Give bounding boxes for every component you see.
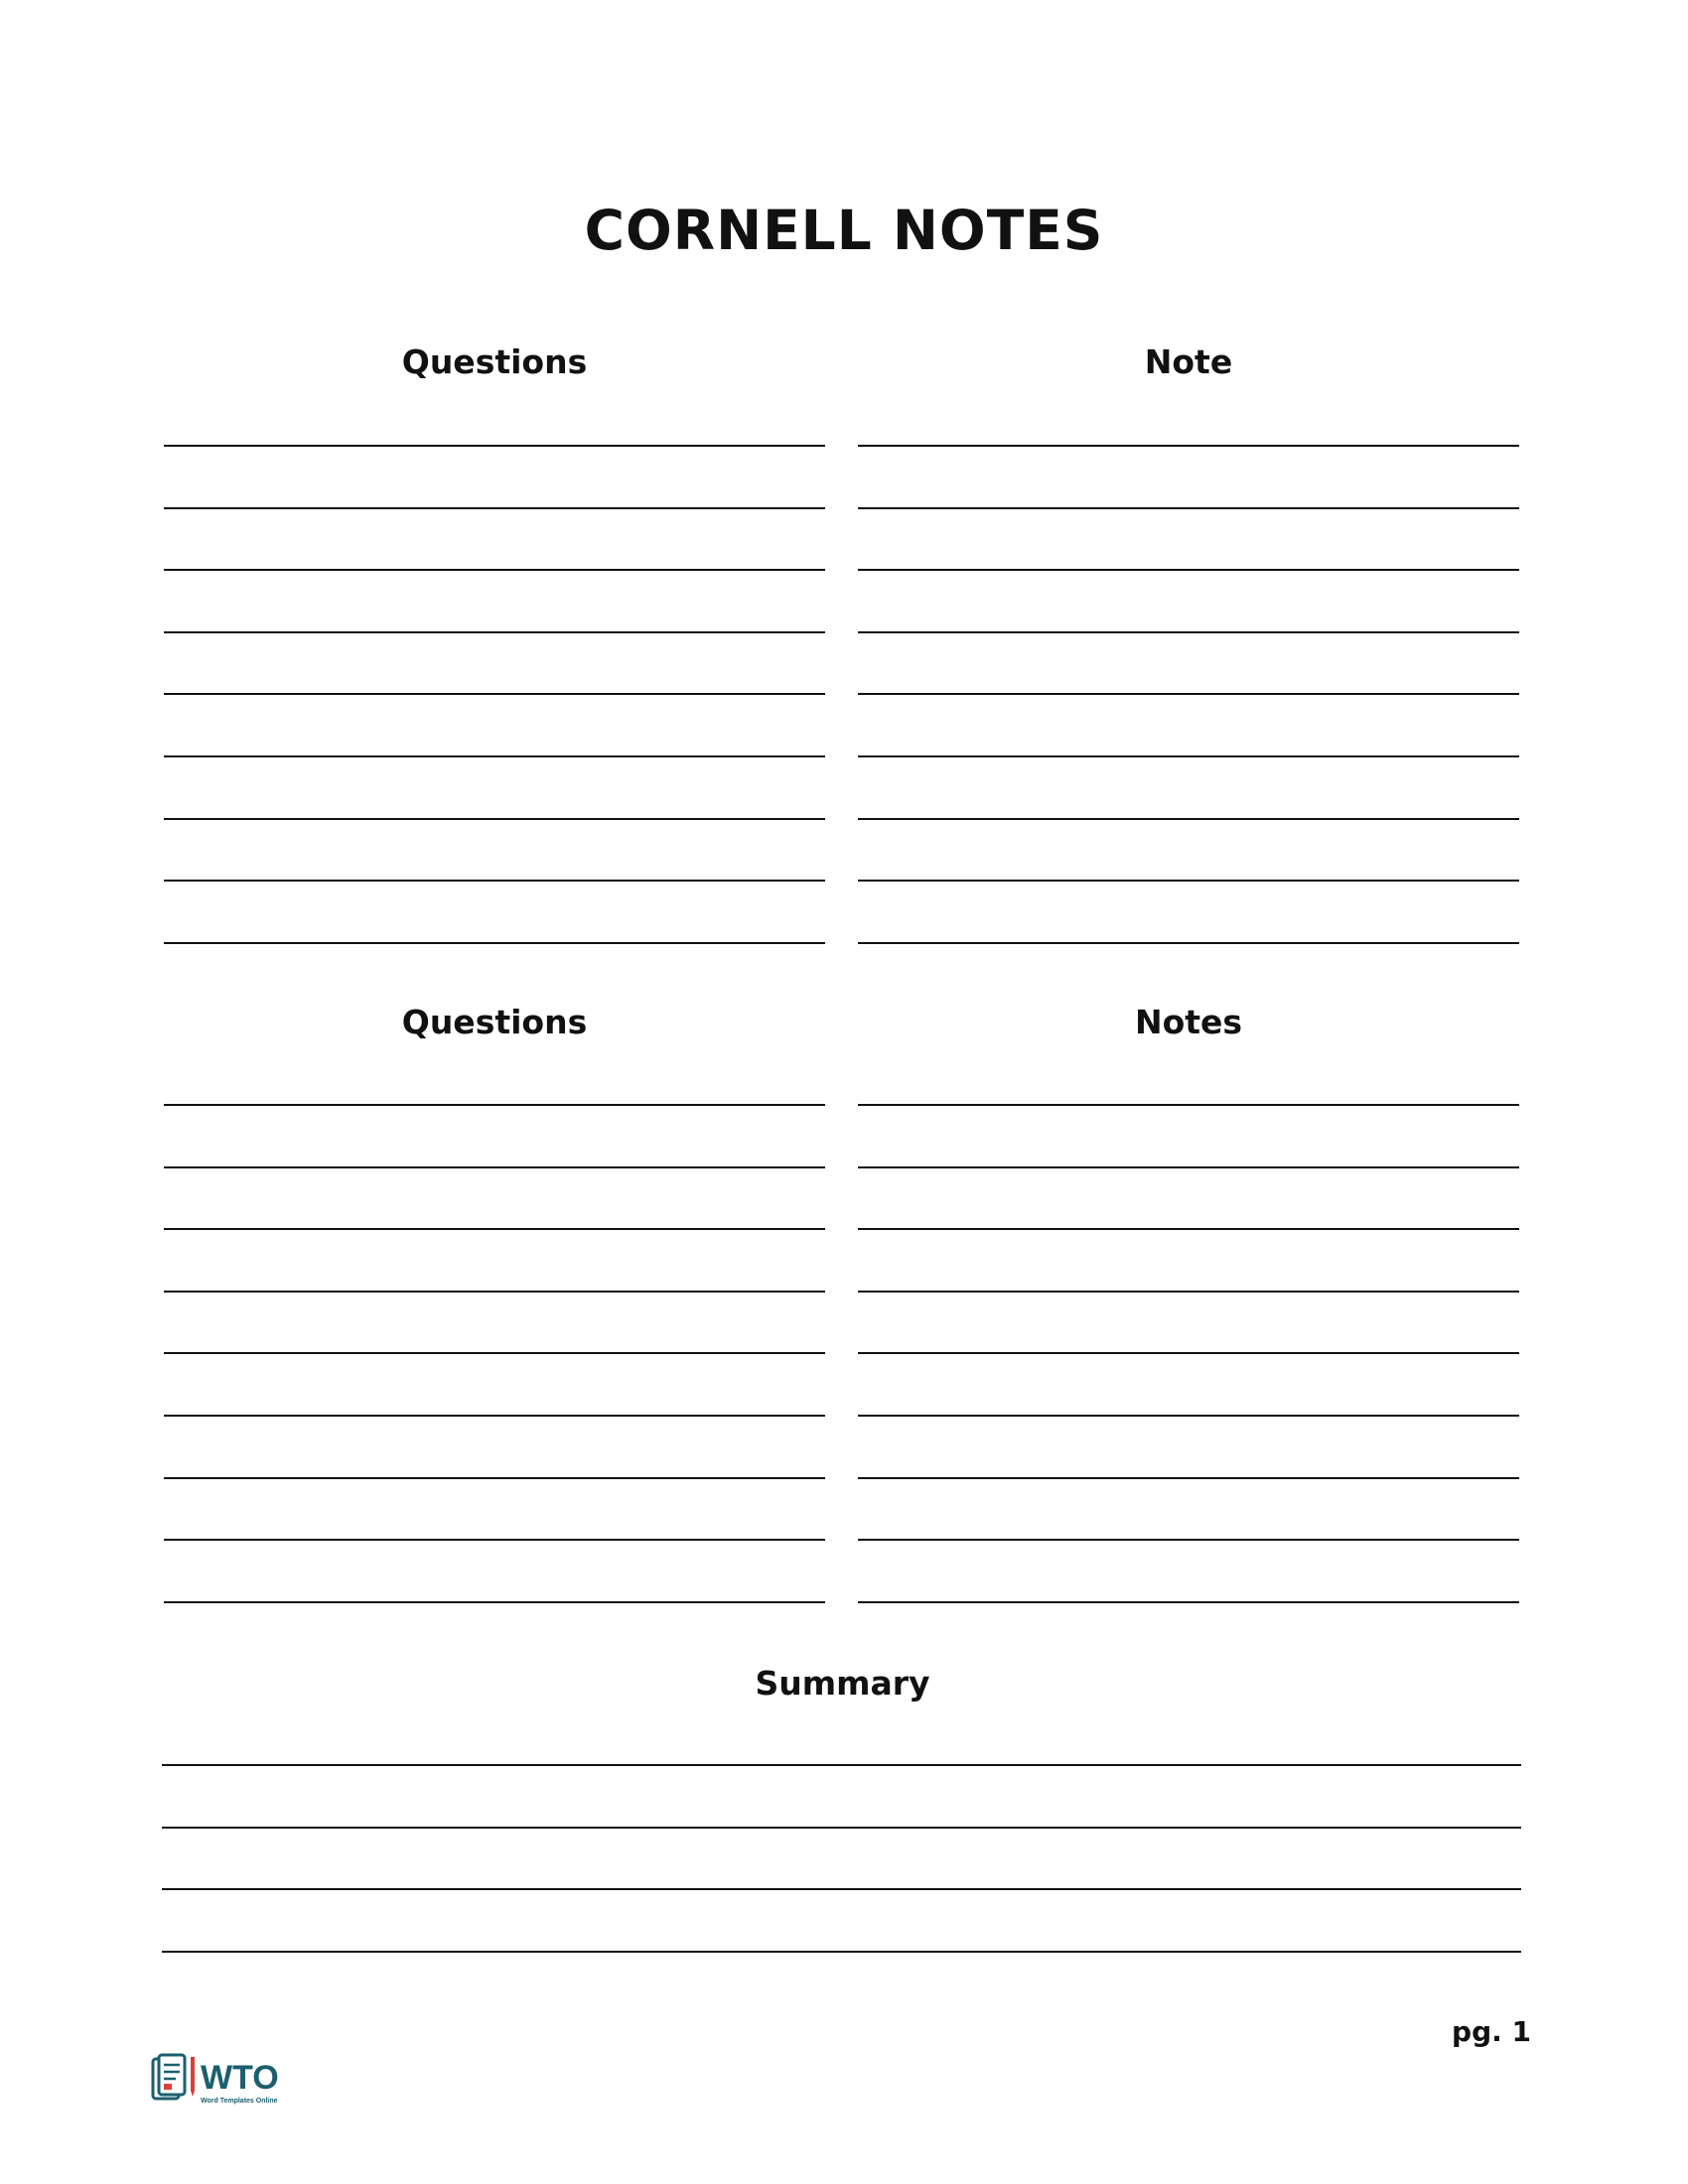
writing-line: [858, 1415, 1519, 1417]
page-title: CORNELL NOTES: [584, 199, 1104, 262]
summary-writing-line: [162, 1951, 1521, 1953]
writing-line: [858, 1291, 1519, 1293]
writing-line: [164, 1477, 825, 1479]
writing-line: [164, 1601, 825, 1603]
writing-line: [164, 755, 825, 757]
section1-notes-heading: Note: [1144, 342, 1233, 381]
summary-heading: Summary: [755, 1664, 930, 1703]
writing-line: [858, 631, 1519, 633]
writing-line: [858, 1352, 1519, 1354]
writing-line: [858, 507, 1519, 509]
section1-questions-heading: Questions: [401, 342, 588, 381]
writing-line: [858, 1104, 1519, 1106]
summary-writing-line: [162, 1827, 1521, 1829]
writing-line: [164, 1291, 825, 1293]
writing-line: [858, 880, 1519, 882]
writing-line: [164, 1166, 825, 1168]
summary-writing-line: [162, 1764, 1521, 1766]
writing-line: [164, 880, 825, 882]
wto-logo: [151, 2053, 310, 2109]
writing-line: [858, 818, 1519, 820]
writing-line: [858, 1228, 1519, 1230]
writing-line: [858, 942, 1519, 944]
svg-text:Word Templates Online: Word Templates Online: [201, 2098, 278, 2105]
writing-line: [164, 1539, 825, 1541]
writing-line: [164, 507, 825, 509]
section2-notes-heading: Notes: [1134, 1003, 1243, 1041]
writing-line: [164, 445, 825, 447]
writing-line: [858, 569, 1519, 571]
section2-questions-heading: Questions: [401, 1003, 588, 1041]
writing-line: [858, 1539, 1519, 1541]
writing-line: [164, 569, 825, 571]
logo-icon: [151, 2053, 310, 2109]
writing-line: [164, 1415, 825, 1417]
writing-line: [164, 942, 825, 944]
svg-text:WTO: WTO: [201, 2059, 279, 2097]
page-number: pg. 1: [1452, 2015, 1531, 2048]
writing-line: [164, 1352, 825, 1354]
writing-line: [858, 445, 1519, 447]
writing-line: [164, 1104, 825, 1106]
writing-line: [164, 818, 825, 820]
writing-line: [164, 1228, 825, 1230]
summary-writing-line: [162, 1888, 1521, 1890]
writing-line: [858, 755, 1519, 757]
writing-line: [164, 631, 825, 633]
writing-line: [858, 1477, 1519, 1479]
writing-line: [858, 1166, 1519, 1168]
writing-line: [858, 1601, 1519, 1603]
writing-line: [164, 693, 825, 695]
writing-line: [858, 693, 1519, 695]
